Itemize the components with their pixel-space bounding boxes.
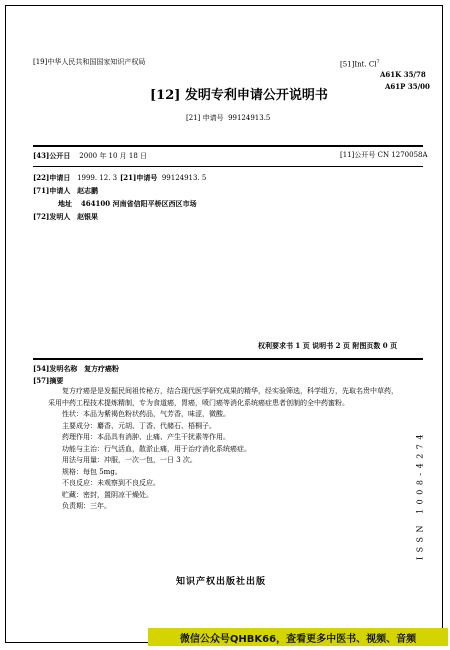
abstract-paragraph: 药理作用：本品具有消肿、止痛、产生干扰素等作用。 <box>62 433 230 441</box>
filing-date: [22]申请日 1999. 12. 3 <box>33 173 118 182</box>
abstract-body <box>48 386 398 513</box>
abstract-paragraph: 负责期：三年。 <box>62 502 111 510</box>
page-counts: 权利要求书 1 页 说明书 2 页 附图页数 0 页 <box>258 341 398 350</box>
publication-number: [11]公开号 CN 1270058A <box>340 151 428 159</box>
abstract-paragraph: 用法与用量：冲服，一次一包，一日 3 次。 <box>62 456 197 464</box>
applicant: [71]申请人 赵志鹏 <box>33 186 99 195</box>
wechat-banner-text: 微信公众号QHBK66，查看更多中医书、视频、音频 <box>179 633 417 645</box>
applicant-address: 地址 464100 河南省信阳平桥区西区市场 <box>58 199 197 208</box>
publisher-name: 知识产权出版社出版 <box>176 577 267 587</box>
abstract-label: [57]摘要 <box>33 376 64 385</box>
publication-date: [43]公开日 2000 年 10 月 18 日 <box>33 151 148 160</box>
abstract-paragraph: 功能与主治：行气活血，散淤止痛，用于治疗消化系统癌症。 <box>62 444 251 453</box>
publication-divider <box>33 166 423 167</box>
header-application-number: [21] 申请号 99124913.5 <box>186 114 271 122</box>
intcl-edition: 7 <box>376 59 380 65</box>
invention-name: [54]发明名称 复方疗癌粉 <box>33 364 120 373</box>
classification-primary: A61K 35/78 <box>380 70 426 79</box>
inventor: [72]发明人 赵银果 <box>33 212 99 221</box>
document-title: [12] 发明专利申请公开说明书 <box>150 88 328 103</box>
abstract-paragraph: 贮藏：密封，置阴凉干燥处。 <box>62 490 153 499</box>
classification-secondary: A61P 35/00 <box>385 82 430 91</box>
biblio-divider <box>33 358 423 360</box>
header-divider <box>33 145 423 147</box>
intcl-label: [51]Int. Cl$^7$ <box>340 59 380 69</box>
abstract-paragraph: 性状：本品为紫褐色粉状药品，气芳香，味涩，微酸。 <box>62 410 230 418</box>
abstract-paragraph: 复方疗癌是是发掘民间祖传秘方，结合现代医学研究成果的精华，经实验筛选，科学组方，先取名贵中草药，采用中药工程技术提炼精制，专为食道癌，胃癌，喷门癌等消化系统癌症患者创制的全中药蜜粉。 <box>48 387 398 407</box>
abstract-paragraph: 主要成分：麝香、元胡、丁香、代赭石、梧桐子。 <box>62 421 216 430</box>
issn-code: ISSN 1008-4274 <box>415 430 425 560</box>
wechat-banner[interactable] <box>148 628 448 646</box>
application-number: [21]申请号 99124913. 5 <box>120 173 207 182</box>
patent-office-name: [19]中华人民共和国国家知识产权局 <box>33 58 146 66</box>
abstract-paragraph: 不良反应：未观察到不良反应。 <box>62 479 160 487</box>
abstract-paragraph: 规格：每包 5mg。 <box>62 467 122 476</box>
